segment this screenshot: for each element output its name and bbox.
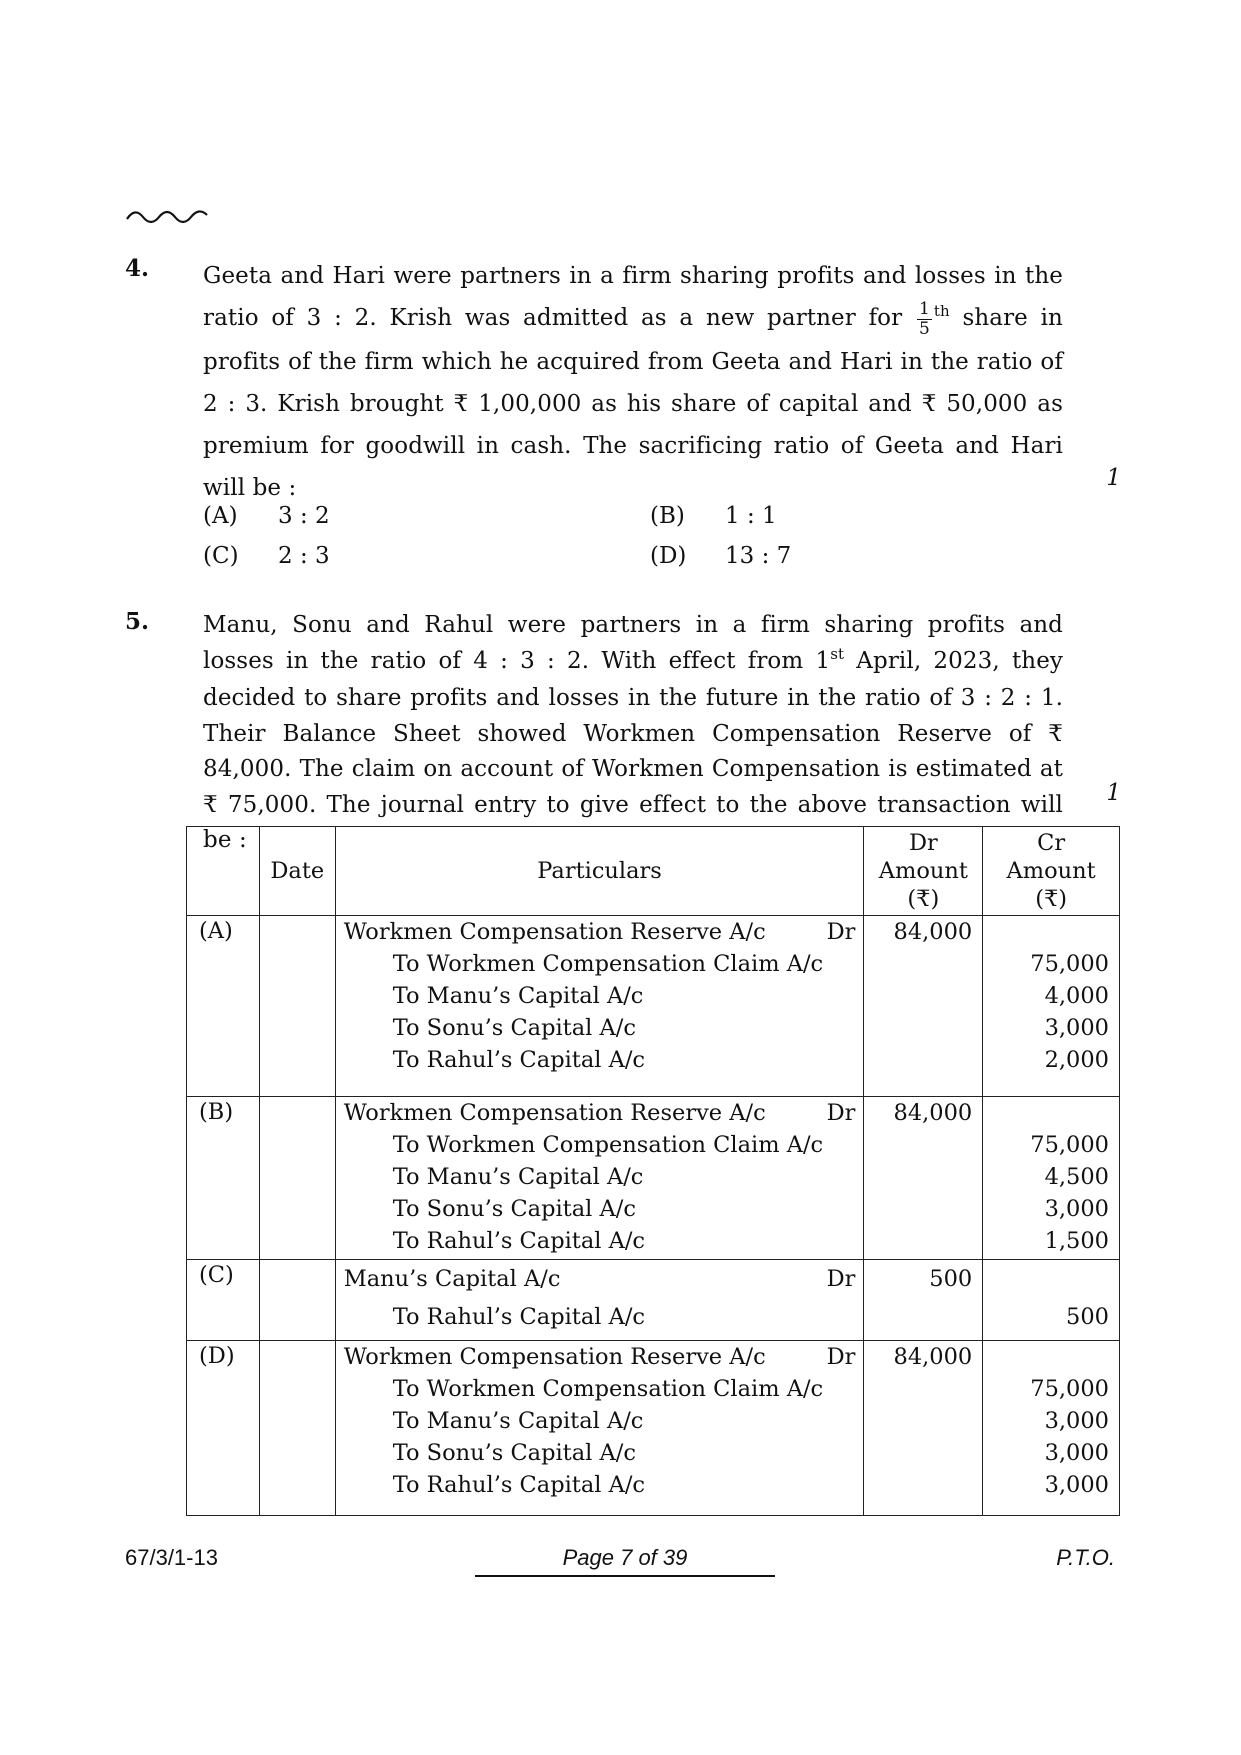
journal-entry-table bbox=[186, 826, 1120, 1516]
fraction-denominator: 5 bbox=[918, 318, 930, 339]
question-4-options bbox=[203, 503, 903, 583]
entry-c-debit-amount: 500 bbox=[929, 1266, 973, 1292]
entry-a-credit-3: To Sonu’s Capital A/c bbox=[392, 1015, 636, 1041]
entry-a-particulars bbox=[335, 916, 864, 1097]
header-option-col bbox=[187, 827, 260, 916]
table-row-a bbox=[187, 916, 1120, 1097]
header-dr-amount bbox=[864, 827, 983, 916]
fraction-numerator: 1 bbox=[918, 298, 930, 319]
header-cr-line1: Cr bbox=[1037, 830, 1066, 856]
please-turn-over: P.T.O. bbox=[1056, 1545, 1115, 1570]
option-b-value: 1 : 1 bbox=[725, 503, 777, 529]
entry-d-debit-line bbox=[336, 1341, 864, 1373]
option-d-label: (D) bbox=[650, 543, 687, 569]
page-number: Page 7 of 39 bbox=[475, 1545, 775, 1577]
entry-c-dr-amounts bbox=[864, 1260, 983, 1341]
entry-c-label: (C) bbox=[187, 1260, 260, 1341]
entry-b-particulars bbox=[335, 1097, 864, 1260]
entry-c-particulars bbox=[335, 1260, 864, 1341]
entry-d-particulars bbox=[335, 1341, 864, 1516]
entry-b-dr-amounts bbox=[864, 1097, 983, 1260]
entry-a-credit-1: To Workmen Compensation Claim A/c bbox=[392, 951, 824, 977]
entry-c-dr-mark: Dr bbox=[826, 1266, 856, 1292]
entry-a-credit-amount-2: 4,000 bbox=[1044, 983, 1109, 1009]
entry-b-credit-1: To Workmen Compensation Claim A/c bbox=[392, 1132, 824, 1158]
question-5-text bbox=[203, 608, 1063, 859]
entry-b-credit-amount-1: 75,000 bbox=[1030, 1132, 1109, 1158]
question-4-marks: 1 bbox=[1106, 465, 1121, 491]
entry-d-credit-1: To Workmen Compensation Claim A/c bbox=[392, 1376, 824, 1402]
entry-c-cr-amounts bbox=[983, 1260, 1120, 1341]
entry-b-debit-amount: 84,000 bbox=[893, 1100, 973, 1126]
entry-a-credit-2: To Manu’s Capital A/c bbox=[392, 983, 644, 1009]
entry-b-credit-amount-3: 3,000 bbox=[1044, 1196, 1109, 1222]
entry-d-credit-3: To Sonu’s Capital A/c bbox=[392, 1440, 636, 1466]
entry-a-debit-line bbox=[336, 916, 864, 948]
squiggle-mark bbox=[125, 205, 215, 227]
entry-c-date bbox=[259, 1260, 335, 1341]
question-5-marks: 1 bbox=[1106, 780, 1121, 806]
header-cr-line3: (₹) bbox=[1035, 886, 1068, 912]
entry-d-debit-amount: 84,000 bbox=[893, 1344, 973, 1370]
entry-d-label: (D) bbox=[187, 1341, 260, 1516]
entry-b-dr-mark: Dr bbox=[826, 1100, 856, 1126]
entry-b-credit-amount-2: 4,500 bbox=[1044, 1164, 1109, 1190]
entry-a-debit-amount: 84,000 bbox=[893, 919, 973, 945]
entry-a-date bbox=[259, 916, 335, 1097]
fraction-one-fifth bbox=[917, 300, 932, 339]
option-d-value: 13 : 7 bbox=[725, 543, 792, 569]
option-a[interactable] bbox=[203, 503, 330, 529]
entry-b-date bbox=[259, 1097, 335, 1260]
entry-d-credit-amount-3: 3,000 bbox=[1044, 1440, 1109, 1466]
header-date: Date bbox=[259, 827, 335, 916]
entry-a-debit-account: Workmen Compensation Reserve A/c bbox=[343, 919, 766, 945]
entry-a-credit-amount-3: 3,000 bbox=[1044, 1015, 1109, 1041]
entry-d-credit-amount-4: 3,000 bbox=[1044, 1472, 1109, 1498]
entry-d-cr-amounts bbox=[983, 1341, 1120, 1516]
entry-c-credit-amount-1: 500 bbox=[1066, 1304, 1109, 1330]
question-4-text bbox=[203, 255, 1063, 509]
entry-b-credit-amount-4: 1,500 bbox=[1044, 1228, 1109, 1254]
entry-c-debit-account: Manu’s Capital A/c bbox=[343, 1266, 561, 1292]
question-5-sup: st bbox=[830, 644, 845, 663]
entry-b-credit-4: To Rahul’s Capital A/c bbox=[392, 1228, 646, 1254]
header-cr-line2: Amount bbox=[1006, 858, 1096, 884]
option-a-label: (A) bbox=[203, 503, 238, 529]
entry-b-cr-amounts bbox=[983, 1097, 1120, 1260]
header-dr-line2: Amount bbox=[878, 858, 968, 884]
header-particulars: Particulars bbox=[335, 827, 864, 916]
fraction-suffix: th bbox=[933, 302, 950, 320]
entry-a-label: (A) bbox=[187, 916, 260, 1097]
entry-a-credit-amount-1: 75,000 bbox=[1030, 951, 1109, 977]
question-4-number: 4. bbox=[125, 255, 150, 282]
entry-b-debit-line bbox=[336, 1097, 864, 1129]
entry-a-credit-4: To Rahul’s Capital A/c bbox=[392, 1047, 646, 1073]
entry-a-cr-amounts bbox=[983, 916, 1120, 1097]
entry-b-credit-2: To Manu’s Capital A/c bbox=[392, 1164, 644, 1190]
entry-a-credit-amount-4: 2,000 bbox=[1044, 1047, 1109, 1073]
table-row-d bbox=[187, 1341, 1120, 1516]
entry-d-credit-amount-2: 3,000 bbox=[1044, 1408, 1109, 1434]
header-dr-line1: Dr bbox=[908, 830, 938, 856]
table-row-b bbox=[187, 1097, 1120, 1260]
question-5-text-b: April, 2023, they decided to share profits and losses in the future in the ratio of 3 : 2 : 1. Their Balance Sheet showed Workmen Compensation Reserve of ₹ 84,000. The claim on account of Workmen Compensation is estimated at ₹ 75,000. The journal entry to give effect to the above transaction will be : bbox=[203, 647, 1064, 853]
question-5-number: 5. bbox=[125, 608, 150, 635]
paper-code: 67/3/1-13 bbox=[125, 1545, 218, 1570]
entry-d-credit-amount-1: 75,000 bbox=[1030, 1376, 1109, 1402]
entry-d-dr-mark: Dr bbox=[826, 1344, 856, 1370]
question-5-text-a: Manu, Sonu and Rahul were partners in a firm sharing profits and losses in the ratio of 4 : 3 : 2. With effect from 1 bbox=[203, 612, 1063, 674]
option-c-value: 2 : 3 bbox=[278, 543, 330, 569]
option-b[interactable] bbox=[650, 503, 777, 529]
header-dr-line3: (₹) bbox=[907, 886, 940, 912]
entry-b-credit-3: To Sonu’s Capital A/c bbox=[392, 1196, 636, 1222]
option-a-value: 3 : 2 bbox=[278, 503, 330, 529]
entry-a-dr-mark: Dr bbox=[826, 919, 856, 945]
option-b-label: (B) bbox=[650, 503, 685, 529]
header-cr-amount bbox=[983, 827, 1120, 916]
option-c[interactable] bbox=[203, 543, 330, 569]
entry-d-credit-4: To Rahul’s Capital A/c bbox=[392, 1472, 646, 1498]
entry-d-credit-2: To Manu’s Capital A/c bbox=[392, 1408, 644, 1434]
entry-c-debit-line bbox=[336, 1260, 864, 1298]
option-d[interactable] bbox=[650, 543, 791, 569]
table-row-c bbox=[187, 1260, 1120, 1341]
option-c-label: (C) bbox=[203, 543, 239, 569]
entry-a-dr-amounts bbox=[864, 916, 983, 1097]
entry-c-credit-1: To Rahul’s Capital A/c bbox=[392, 1304, 646, 1330]
question-4-text-a: Geeta and Hari were partners in a firm sharing profits and losses in the ratio of 3 : 2. Krish was admitted as a new partner for bbox=[203, 263, 1063, 331]
entry-b-label: (B) bbox=[187, 1097, 260, 1260]
entry-d-debit-account: Workmen Compensation Reserve A/c bbox=[343, 1344, 766, 1370]
entry-d-dr-amounts bbox=[864, 1341, 983, 1516]
question-4-text-b: share in profits of the firm which he acquired from Geeta and Hari in the ratio of 2 : 3. Krish brought ₹ 1,00,000 as his share of capital and ₹ 50,000 as premium for goodwill in cash. The sacrificing ratio of Geeta and Hari will be : bbox=[203, 305, 1063, 501]
entry-b-debit-account: Workmen Compensation Reserve A/c bbox=[343, 1100, 766, 1126]
table-header-row bbox=[187, 827, 1120, 916]
entry-d-date bbox=[259, 1341, 335, 1516]
